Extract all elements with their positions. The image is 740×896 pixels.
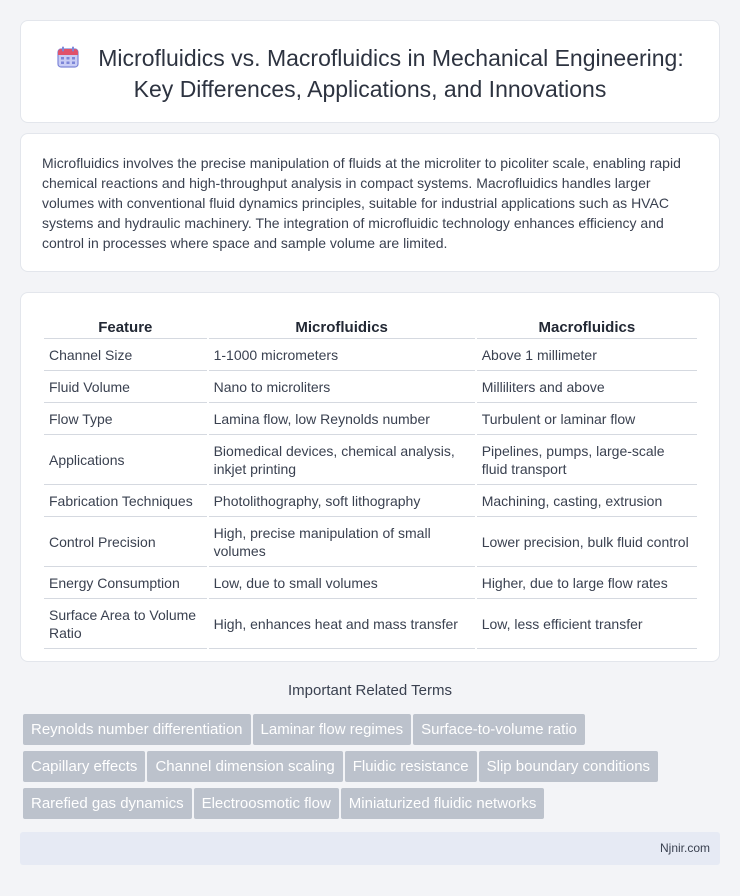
table-row bbox=[44, 485, 697, 517]
title-text: Microfluidics vs. Macrofluidics in Mechanical Engineering: Key Differences, Applications, and Innovations bbox=[98, 45, 684, 102]
feature-cell: Applications bbox=[44, 435, 207, 485]
tag-capillary-effects[interactable]: Capillary effects bbox=[23, 751, 145, 782]
macro-cell: Milliliters and above bbox=[477, 371, 697, 403]
macro-cell: Above 1 millimeter bbox=[477, 339, 697, 371]
related-terms-tags bbox=[23, 714, 723, 825]
micro-cell: 1-1000 micrometers bbox=[209, 339, 475, 371]
table-row bbox=[44, 567, 697, 599]
table-row bbox=[44, 339, 697, 371]
table-row bbox=[44, 435, 697, 485]
macro-cell: Machining, casting, extrusion bbox=[477, 485, 697, 517]
table-row bbox=[44, 371, 697, 403]
footer-site-link[interactable]: Njnir.com bbox=[659, 841, 710, 855]
macro-cell: Lower precision, bulk fluid control bbox=[477, 517, 697, 567]
header-feature: Feature bbox=[44, 315, 207, 339]
table-row bbox=[44, 517, 697, 567]
table-header-row bbox=[44, 315, 697, 339]
micro-cell: Biomedical devices, chemical analysis, inkjet printing bbox=[209, 435, 475, 485]
calendar-icon bbox=[56, 45, 80, 69]
tag-row bbox=[23, 714, 723, 751]
page-title bbox=[21, 43, 719, 105]
tag-laminar-flow-regimes[interactable]: Laminar flow regimes bbox=[253, 714, 412, 745]
macro-cell: Low, less efficient transfer bbox=[477, 599, 697, 649]
feature-cell: Flow Type bbox=[44, 403, 207, 435]
table-row bbox=[44, 599, 697, 649]
tag-fluidic-resistance[interactable]: Fluidic resistance bbox=[345, 751, 477, 782]
tag-row bbox=[23, 788, 723, 825]
micro-cell: Photolithography, soft lithography bbox=[209, 485, 475, 517]
tag-surface-to-volume-ratio[interactable]: Surface-to-volume ratio bbox=[413, 714, 585, 745]
feature-cell: Fabrication Techniques bbox=[44, 485, 207, 517]
feature-cell: Control Precision bbox=[44, 517, 207, 567]
feature-cell: Energy Consumption bbox=[44, 567, 207, 599]
macro-cell: Pipelines, pumps, large-scale fluid transport bbox=[477, 435, 697, 485]
micro-cell: High, enhances heat and mass transfer bbox=[209, 599, 475, 649]
header-microfluidics: Microfluidics bbox=[209, 315, 475, 339]
feature-cell: Channel Size bbox=[44, 339, 207, 371]
tag-rarefied-gas-dynamics[interactable]: Rarefied gas dynamics bbox=[23, 788, 192, 819]
tag-row bbox=[23, 751, 723, 788]
tag-slip-boundary-conditions[interactable]: Slip boundary conditions bbox=[479, 751, 658, 782]
feature-cell: Surface Area to Volume Ratio bbox=[44, 599, 207, 649]
feature-cell: Fluid Volume bbox=[44, 371, 207, 403]
tag-channel-dimension-scaling[interactable]: Channel dimension scaling bbox=[147, 751, 342, 782]
table-row bbox=[44, 403, 697, 435]
header-macrofluidics: Macrofluidics bbox=[477, 315, 697, 339]
comparison-table bbox=[42, 315, 699, 649]
footer bbox=[20, 832, 720, 865]
tag-miniaturized-fluidic-networks[interactable]: Miniaturized fluidic networks bbox=[341, 788, 545, 819]
micro-cell: Nano to microliters bbox=[209, 371, 475, 403]
intro-paragraph: Microfluidics involves the precise manipulation of fluids at the microliter to picoliter scale, enabling rapid chemical reactions and high-throughput analysis in compact systems. Macrofluidics handles larger volumes with conventional fluid dynamics principles, suitable for industrial applications such as HVAC systems and hydraulic machinery. The integration of microfluidic technology enhances efficiency and control in processes where space and sample volume are limited. bbox=[42, 155, 681, 251]
title-card bbox=[20, 20, 720, 123]
intro-card bbox=[20, 133, 720, 272]
micro-cell: High, precise manipulation of small volumes bbox=[209, 517, 475, 567]
tag-reynolds-number-differentiation[interactable]: Reynolds number differentiation bbox=[23, 714, 251, 745]
macro-cell: Higher, due to large flow rates bbox=[477, 567, 697, 599]
comparison-card bbox=[20, 292, 720, 662]
micro-cell: Low, due to small volumes bbox=[209, 567, 475, 599]
related-terms-heading: Important Related Terms bbox=[288, 682, 452, 699]
macro-cell: Turbulent or laminar flow bbox=[477, 403, 697, 435]
tag-electroosmotic-flow[interactable]: Electroosmotic flow bbox=[194, 788, 339, 819]
micro-cell: Lamina flow, low Reynolds number bbox=[209, 403, 475, 435]
